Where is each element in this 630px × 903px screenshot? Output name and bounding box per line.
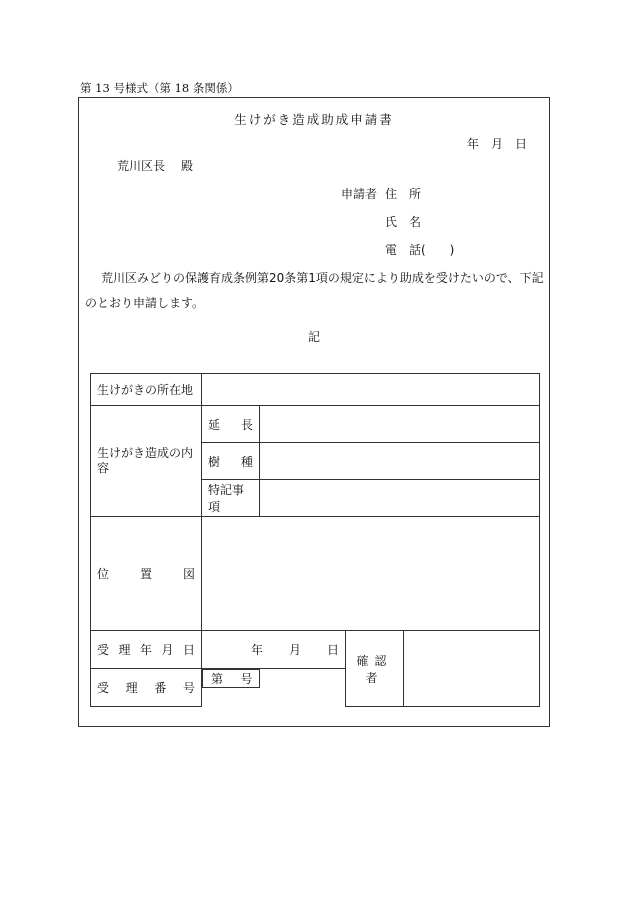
addressee-honorific: 殿 [181,159,194,173]
receipt-date-label [91,631,202,669]
receipt-number-label-char-4: 号 [182,681,195,695]
applicant-name-label: 氏 名 [385,215,422,229]
receipt-date-label-char-2: 理 [118,643,131,657]
receipt-date-value-cell[interactable] [202,631,346,669]
ki-heading: 記 [307,330,320,344]
species-label [202,443,260,480]
notes-value-cell[interactable] [260,480,540,517]
map-label [91,517,202,631]
applicant-phone-label: 電 話( ) [385,243,455,257]
map-row [91,517,540,631]
receipt-date-label-char-4: 月 [161,643,174,657]
species-label-char-1: 樹 [208,454,221,469]
form-title: 生けがき造成助成申請書 [234,112,394,127]
applicant-label: 申請者 [341,187,378,201]
receipt-number-label-char-1: 受 [97,681,110,695]
addressee [117,157,193,174]
location-value-cell[interactable] [202,374,540,406]
species-label-char-2: 種 [240,454,253,469]
receipt-month-label: 月 [288,643,301,657]
receipt-year-label: 年 [250,643,263,657]
length-label [202,406,260,443]
map-label-char-3: 図 [182,567,195,581]
map-value-cell[interactable] [202,517,540,631]
form-number-label: 第 13 号様式（第 18 条関係） [80,81,239,95]
addressee-name: 荒川区長 [117,159,166,173]
length-label-char-1: 延 [208,417,221,432]
location-label: 生けがきの所在地 [91,374,202,406]
receipt-number-prefix: 第 [211,672,224,686]
receipt-date-label-char-1: 受 [97,643,110,657]
application-form [78,97,550,727]
length-row [91,406,540,443]
length-label-char-2: 長 [240,417,253,432]
application-statement-text: 荒川区みどりの保護育成条例第20条第1項の規定により助成を受けたいので、下記のとおり申請します。 [85,271,544,310]
content-label: 生けがき造成の内容 [91,406,202,517]
species-value-cell[interactable] [260,443,540,480]
map-label-char-1: 位 [97,567,110,581]
applicant-address-label: 住 所 [385,187,422,201]
application-details-table [90,373,540,707]
receipt-day-label: 日 [326,643,339,657]
receipt-number-label-char-3: 番 [154,681,167,695]
receipt-date-label-char-3: 年 [139,643,152,657]
location-row [91,374,540,406]
receipt-number-value-cell[interactable] [202,669,260,688]
confirmer-label: 確認者 [346,631,404,707]
receipt-number-label [91,669,202,707]
receipt-date-label-char-5: 日 [182,643,195,657]
receipt-number-label-char-2: 理 [125,681,138,695]
confirmer-value-cell[interactable] [404,631,540,707]
receipt-date-row [91,631,540,669]
map-label-char-2: 置 [139,567,152,581]
length-value-cell[interactable] [260,406,540,443]
notes-label: 特記事項 [202,480,260,517]
application-statement [85,266,545,316]
application-date: 年 月 日 [466,137,527,151]
receipt-number-suffix: 号 [240,672,253,686]
